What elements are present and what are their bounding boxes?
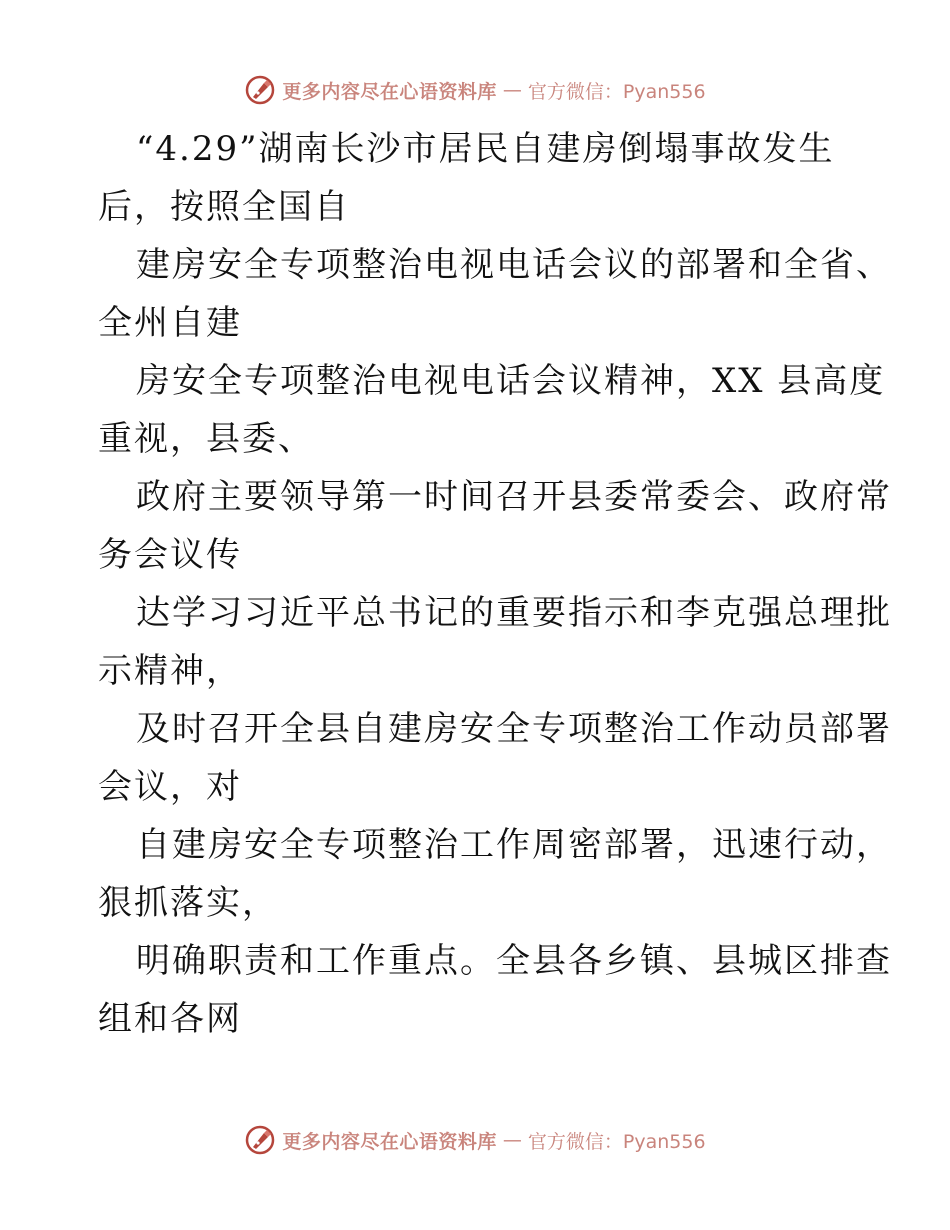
text-line: 自建房安全专项整治工作周密部署，迅速行动， [136,825,892,865]
text-line: 后，按照全国自 [98,187,350,227]
banner-main-text: 更多内容尽在心语资料库 [282,80,497,103]
pen-nib-logo-icon [244,74,276,106]
text-line: 全州自建 [98,303,242,343]
text-line: 组和各网 [98,999,242,1039]
text-line: 及时召开全县自建房安全专项整治工作动员部署 [136,709,892,749]
text-line: 建房安全专项整治电视电话会议的部署和全省、 [136,245,892,285]
text-line: 重视，县委、 [98,419,314,459]
paragraph [98,584,892,700]
text-line: “4.29”湖南长沙市居民自建房倒塌事故发生 [136,129,835,169]
paragraph [98,932,892,1048]
pen-nib-logo-icon [244,1124,276,1156]
paragraph [98,120,858,236]
text-line: 明确职责和工作重点。全县各乡镇、县城区排查 [136,941,892,981]
text-line: 狠抓落实， [98,883,278,923]
paragraph [98,700,892,816]
header-watermark-banner [0,72,950,108]
paragraph [98,352,886,468]
paragraph [98,816,892,932]
text-line: 会议，对 [98,767,242,807]
paragraph [98,236,892,352]
banner-main-text: 更多内容尽在心语资料库 [282,1130,497,1153]
banner-contact-text: 官方微信：Pyan556 [527,80,706,103]
document-body [98,120,892,1048]
text-line: 房安全专项整治电视电话会议精神，XX 县高度 [136,361,886,401]
text-line: 达学习习近平总书记的重要指示和李克强总理批 [136,593,892,633]
footer-watermark-banner [0,1122,950,1158]
paragraph [98,468,892,584]
text-line: 务会议传 [98,535,242,575]
text-line: 示精神， [98,651,242,691]
banner-contact-text: 官方微信：Pyan556 [527,1130,706,1153]
banner-separator: — [502,79,522,101]
banner-separator: — [502,1129,522,1151]
text-line: 政府主要领导第一时间召开县委常委会、政府常 [136,477,892,517]
